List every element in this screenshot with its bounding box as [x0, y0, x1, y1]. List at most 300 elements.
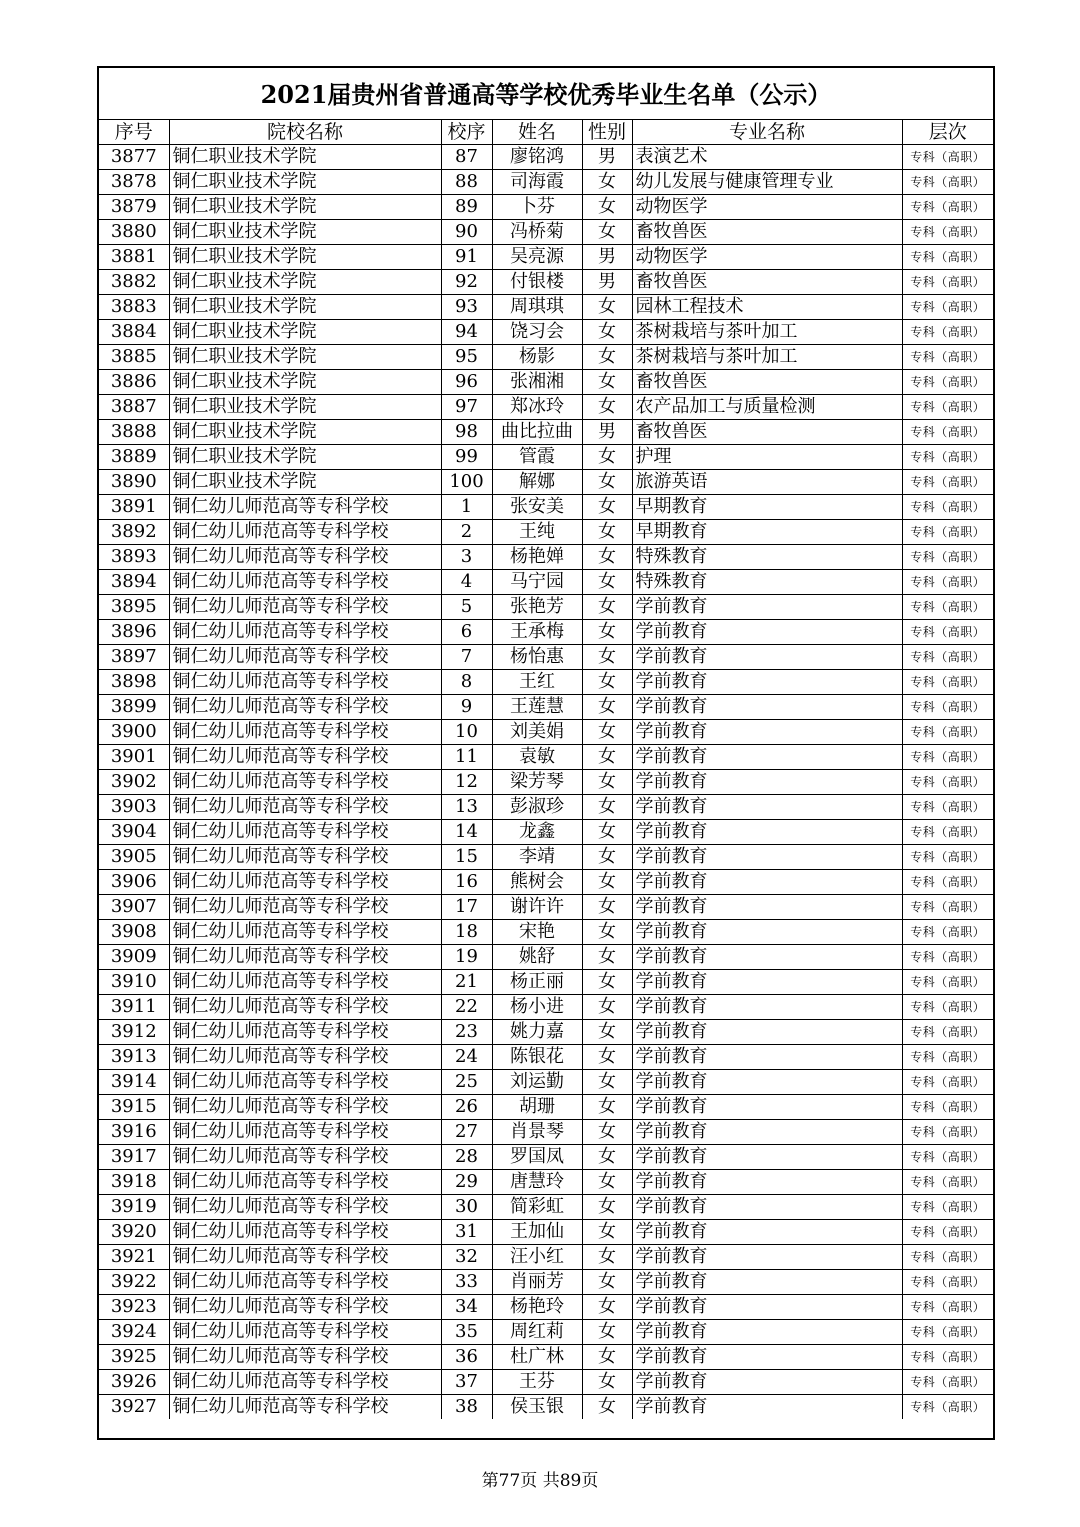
table-row [99, 545, 993, 570]
table-row [99, 845, 993, 870]
cell-level: 专科（高职） [902, 1320, 993, 1345]
cell-gender: 女 [582, 745, 632, 770]
cell-name: 胡珊 [492, 1095, 582, 1120]
header-gender: 性别 [582, 120, 632, 145]
cell-name: 杨影 [492, 345, 582, 370]
cell-school: 铜仁幼儿师范高等专科学校 [169, 770, 441, 795]
cell-school-order: 37 [441, 1370, 492, 1395]
cell-school-order: 17 [441, 895, 492, 920]
cell-level: 专科（高职） [902, 595, 993, 620]
cell-school: 铜仁幼儿师范高等专科学校 [169, 1170, 441, 1195]
cell-gender: 女 [582, 920, 632, 945]
cell-school: 铜仁职业技术学院 [169, 345, 441, 370]
table-row [99, 620, 993, 645]
cell-name: 冯桥菊 [492, 220, 582, 245]
cell-school: 铜仁幼儿师范高等专科学校 [169, 895, 441, 920]
cell-gender: 女 [582, 845, 632, 870]
cell-name: 马宁园 [492, 570, 582, 595]
cell-serial: 3925 [99, 1345, 169, 1370]
table-row [99, 1220, 993, 1245]
page-title: 2021届贵州省普通高等学校优秀毕业生名单（公示） [99, 68, 993, 120]
cell-major: 学前教育 [632, 670, 902, 695]
cell-school: 铜仁幼儿师范高等专科学校 [169, 1320, 441, 1345]
cell-name: 张安美 [492, 495, 582, 520]
table-row [99, 1120, 993, 1145]
cell-major: 学前教育 [632, 1020, 902, 1045]
cell-major: 学前教育 [632, 1345, 902, 1370]
cell-major: 学前教育 [632, 845, 902, 870]
cell-level: 专科（高职） [902, 195, 993, 220]
cell-gender: 女 [582, 1245, 632, 1270]
cell-name: 王纯 [492, 520, 582, 545]
cell-serial: 3894 [99, 570, 169, 595]
cell-serial: 3913 [99, 1045, 169, 1070]
cell-serial: 3901 [99, 745, 169, 770]
cell-school: 铜仁幼儿师范高等专科学校 [169, 1270, 441, 1295]
cell-gender: 女 [582, 295, 632, 320]
cell-serial: 3884 [99, 320, 169, 345]
cell-gender: 女 [582, 770, 632, 795]
table-row [99, 695, 993, 720]
cell-school-order: 25 [441, 1070, 492, 1095]
cell-gender: 女 [582, 520, 632, 545]
cell-major: 学前教育 [632, 720, 902, 745]
table-row [99, 570, 993, 595]
cell-school-order: 99 [441, 445, 492, 470]
cell-name: 侯玉银 [492, 1395, 582, 1420]
cell-serial: 3923 [99, 1295, 169, 1320]
cell-major: 学前教育 [632, 870, 902, 895]
cell-gender: 女 [582, 820, 632, 845]
cell-major: 学前教育 [632, 695, 902, 720]
cell-school: 铜仁幼儿师范高等专科学校 [169, 820, 441, 845]
cell-gender: 女 [582, 345, 632, 370]
cell-name: 袁敏 [492, 745, 582, 770]
cell-name: 肖景琴 [492, 1120, 582, 1145]
cell-gender: 女 [582, 895, 632, 920]
table-row [99, 470, 993, 495]
cell-major: 学前教育 [632, 1045, 902, 1070]
cell-level: 专科（高职） [902, 495, 993, 520]
cell-gender: 女 [582, 195, 632, 220]
cell-major: 特殊教育 [632, 545, 902, 570]
cell-school: 铜仁幼儿师范高等专科学校 [169, 1295, 441, 1320]
cell-major: 表演艺术 [632, 145, 902, 170]
cell-school-order: 26 [441, 1095, 492, 1120]
table-row [99, 770, 993, 795]
cell-school: 铜仁幼儿师范高等专科学校 [169, 570, 441, 595]
cell-major: 学前教育 [632, 995, 902, 1020]
cell-gender: 女 [582, 1095, 632, 1120]
cell-gender: 女 [582, 1170, 632, 1195]
cell-name: 简彩虹 [492, 1195, 582, 1220]
cell-gender: 女 [582, 1145, 632, 1170]
cell-school-order: 93 [441, 295, 492, 320]
table-row [99, 320, 993, 345]
cell-serial: 3926 [99, 1370, 169, 1395]
cell-serial: 3914 [99, 1070, 169, 1095]
cell-major: 学前教育 [632, 1120, 902, 1145]
cell-gender: 女 [582, 1220, 632, 1245]
cell-serial: 3891 [99, 495, 169, 520]
cell-level: 专科（高职） [902, 970, 993, 995]
cell-school-order: 16 [441, 870, 492, 895]
cell-level: 专科（高职） [902, 745, 993, 770]
cell-school-order: 6 [441, 620, 492, 645]
cell-gender: 女 [582, 495, 632, 520]
cell-major: 早期教育 [632, 495, 902, 520]
table-row [99, 270, 993, 295]
cell-school: 铜仁幼儿师范高等专科学校 [169, 1345, 441, 1370]
cell-name: 龙鑫 [492, 820, 582, 845]
cell-school-order: 2 [441, 520, 492, 545]
cell-major: 畜牧兽医 [632, 420, 902, 445]
cell-serial: 3904 [99, 820, 169, 845]
cell-name: 周红莉 [492, 1320, 582, 1345]
cell-school: 铜仁幼儿师范高等专科学校 [169, 1120, 441, 1145]
cell-serial: 3918 [99, 1170, 169, 1195]
table-row [99, 345, 993, 370]
cell-name: 罗国凤 [492, 1145, 582, 1170]
cell-school-order: 30 [441, 1195, 492, 1220]
cell-major: 农产品加工与质量检测 [632, 395, 902, 420]
cell-level: 专科（高职） [902, 945, 993, 970]
table-row [99, 945, 993, 970]
cell-level: 专科（高职） [902, 920, 993, 945]
cell-major: 茶树栽培与茶叶加工 [632, 320, 902, 345]
cell-school: 铜仁幼儿师范高等专科学校 [169, 845, 441, 870]
cell-major: 早期教育 [632, 520, 902, 545]
cell-major: 学前教育 [632, 620, 902, 645]
cell-gender: 女 [582, 570, 632, 595]
graduate-table [99, 120, 993, 1419]
cell-level: 专科（高职） [902, 1395, 993, 1420]
cell-school: 铜仁幼儿师范高等专科学校 [169, 995, 441, 1020]
cell-gender: 女 [582, 445, 632, 470]
page-number: 第77页 共89页 [481, 1471, 599, 1491]
cell-school: 铜仁幼儿师范高等专科学校 [169, 1370, 441, 1395]
header-name: 姓名 [492, 120, 582, 145]
table-row [99, 1320, 993, 1345]
cell-gender: 女 [582, 470, 632, 495]
cell-school-order: 13 [441, 795, 492, 820]
cell-name: 杨正丽 [492, 970, 582, 995]
cell-school: 铜仁幼儿师范高等专科学校 [169, 670, 441, 695]
table-row [99, 295, 993, 320]
cell-name: 刘美娟 [492, 720, 582, 745]
table-row [99, 920, 993, 945]
cell-name: 付银楼 [492, 270, 582, 295]
document-sheet [97, 66, 995, 1440]
cell-name: 陈银花 [492, 1045, 582, 1070]
cell-major: 学前教育 [632, 895, 902, 920]
cell-level: 专科（高职） [902, 995, 993, 1020]
cell-level: 专科（高职） [902, 320, 993, 345]
cell-level: 专科（高职） [902, 1020, 993, 1045]
table-row [99, 145, 993, 170]
table-row [99, 745, 993, 770]
table-row [99, 1170, 993, 1195]
cell-gender: 女 [582, 1270, 632, 1295]
cell-school-order: 32 [441, 1245, 492, 1270]
cell-serial: 3893 [99, 545, 169, 570]
cell-serial: 3916 [99, 1120, 169, 1145]
cell-name: 杨小进 [492, 995, 582, 1020]
cell-gender: 女 [582, 1120, 632, 1145]
cell-serial: 3902 [99, 770, 169, 795]
cell-school: 铜仁幼儿师范高等专科学校 [169, 545, 441, 570]
cell-level: 专科（高职） [902, 645, 993, 670]
cell-gender: 女 [582, 1295, 632, 1320]
cell-serial: 3905 [99, 845, 169, 870]
cell-school: 铜仁职业技术学院 [169, 245, 441, 270]
cell-school: 铜仁幼儿师范高等专科学校 [169, 1220, 441, 1245]
cell-major: 动物医学 [632, 195, 902, 220]
table-row [99, 720, 993, 745]
cell-gender: 女 [582, 620, 632, 645]
cell-level: 专科（高职） [902, 445, 993, 470]
cell-major: 学前教育 [632, 770, 902, 795]
cell-name: 王芬 [492, 1370, 582, 1395]
cell-school: 铜仁幼儿师范高等专科学校 [169, 720, 441, 745]
cell-name: 吴亮源 [492, 245, 582, 270]
cell-serial: 3906 [99, 870, 169, 895]
cell-school-order: 23 [441, 1020, 492, 1045]
cell-school-order: 92 [441, 270, 492, 295]
cell-school: 铜仁幼儿师范高等专科学校 [169, 945, 441, 970]
cell-school: 铜仁幼儿师范高等专科学校 [169, 1045, 441, 1070]
cell-level: 专科（高职） [902, 770, 993, 795]
cell-name: 王莲慧 [492, 695, 582, 720]
cell-major: 护理 [632, 445, 902, 470]
cell-school: 铜仁幼儿师范高等专科学校 [169, 520, 441, 545]
cell-name: 曲比拉曲 [492, 420, 582, 445]
table-row [99, 1020, 993, 1045]
cell-school: 铜仁幼儿师范高等专科学校 [169, 920, 441, 945]
cell-gender: 女 [582, 1395, 632, 1420]
table-row [99, 870, 993, 895]
cell-level: 专科（高职） [902, 720, 993, 745]
cell-gender: 男 [582, 245, 632, 270]
cell-school-order: 22 [441, 995, 492, 1020]
cell-serial: 3887 [99, 395, 169, 420]
cell-school: 铜仁职业技术学院 [169, 395, 441, 420]
cell-serial: 3890 [99, 470, 169, 495]
cell-name: 杨艳玲 [492, 1295, 582, 1320]
cell-serial: 3895 [99, 595, 169, 620]
cell-school: 铜仁幼儿师范高等专科学校 [169, 795, 441, 820]
cell-gender: 女 [582, 995, 632, 1020]
cell-school-order: 18 [441, 920, 492, 945]
cell-major: 学前教育 [632, 645, 902, 670]
table-row [99, 520, 993, 545]
table-row [99, 370, 993, 395]
table-body [99, 145, 993, 1420]
cell-serial: 3896 [99, 620, 169, 645]
cell-serial: 3903 [99, 795, 169, 820]
table-row [99, 1070, 993, 1095]
cell-school: 铜仁职业技术学院 [169, 420, 441, 445]
cell-level: 专科（高职） [902, 845, 993, 870]
cell-school-order: 19 [441, 945, 492, 970]
cell-serial: 3921 [99, 1245, 169, 1270]
cell-serial: 3877 [99, 145, 169, 170]
cell-school-order: 31 [441, 1220, 492, 1245]
cell-gender: 女 [582, 220, 632, 245]
cell-level: 专科（高职） [902, 170, 993, 195]
cell-school: 铜仁幼儿师范高等专科学校 [169, 495, 441, 520]
cell-major: 畜牧兽医 [632, 220, 902, 245]
cell-major: 学前教育 [632, 1370, 902, 1395]
table-row [99, 495, 993, 520]
cell-gender: 男 [582, 145, 632, 170]
cell-gender: 女 [582, 945, 632, 970]
table-row [99, 645, 993, 670]
cell-major: 幼儿发展与健康管理专业 [632, 170, 902, 195]
cell-school-order: 3 [441, 545, 492, 570]
cell-name: 张艳芳 [492, 595, 582, 620]
cell-serial: 3892 [99, 520, 169, 545]
cell-serial: 3882 [99, 270, 169, 295]
cell-serial: 3878 [99, 170, 169, 195]
cell-level: 专科（高职） [902, 470, 993, 495]
cell-school-order: 5 [441, 595, 492, 620]
table-row [99, 170, 993, 195]
cell-school-order: 8 [441, 670, 492, 695]
cell-school: 铜仁职业技术学院 [169, 270, 441, 295]
table-row [99, 1345, 993, 1370]
cell-school-order: 89 [441, 195, 492, 220]
cell-major: 学前教育 [632, 1295, 902, 1320]
cell-level: 专科（高职） [902, 870, 993, 895]
cell-school: 铜仁职业技术学院 [169, 220, 441, 245]
table-row [99, 670, 993, 695]
cell-school: 铜仁幼儿师范高等专科学校 [169, 745, 441, 770]
cell-serial: 3919 [99, 1195, 169, 1220]
cell-name: 张湘湘 [492, 370, 582, 395]
cell-serial: 3922 [99, 1270, 169, 1295]
cell-serial: 3911 [99, 995, 169, 1020]
cell-level: 专科（高职） [902, 545, 993, 570]
cell-level: 专科（高职） [902, 670, 993, 695]
cell-name: 李靖 [492, 845, 582, 870]
cell-level: 专科（高职） [902, 1295, 993, 1320]
cell-serial: 3880 [99, 220, 169, 245]
table-header-row [99, 120, 993, 145]
cell-name: 熊树会 [492, 870, 582, 895]
cell-school: 铜仁幼儿师范高等专科学校 [169, 870, 441, 895]
cell-school: 铜仁职业技术学院 [169, 170, 441, 195]
cell-school: 铜仁幼儿师范高等专科学校 [169, 1095, 441, 1120]
table-row [99, 1195, 993, 1220]
cell-level: 专科（高职） [902, 145, 993, 170]
cell-level: 专科（高职） [902, 620, 993, 645]
cell-school-order: 95 [441, 345, 492, 370]
cell-gender: 女 [582, 1370, 632, 1395]
table-row [99, 1370, 993, 1395]
cell-major: 学前教育 [632, 1195, 902, 1220]
cell-school: 铜仁幼儿师范高等专科学校 [169, 1145, 441, 1170]
cell-level: 专科（高职） [902, 1220, 993, 1245]
cell-school-order: 12 [441, 770, 492, 795]
cell-serial: 3924 [99, 1320, 169, 1345]
cell-serial: 3889 [99, 445, 169, 470]
cell-gender: 女 [582, 595, 632, 620]
cell-school-order: 33 [441, 1270, 492, 1295]
cell-name: 廖铭鸿 [492, 145, 582, 170]
cell-major: 畜牧兽医 [632, 370, 902, 395]
cell-major: 学前教育 [632, 1245, 902, 1270]
cell-school-order: 38 [441, 1395, 492, 1420]
cell-serial: 3881 [99, 245, 169, 270]
cell-name: 梁芳琴 [492, 770, 582, 795]
cell-gender: 女 [582, 320, 632, 345]
cell-gender: 女 [582, 720, 632, 745]
cell-level: 专科（高职） [902, 895, 993, 920]
header-serial: 序号 [99, 120, 169, 145]
cell-school: 铜仁职业技术学院 [169, 370, 441, 395]
cell-level: 专科（高职） [902, 245, 993, 270]
cell-school: 铜仁幼儿师范高等专科学校 [169, 645, 441, 670]
cell-major: 学前教育 [632, 795, 902, 820]
cell-school: 铜仁幼儿师范高等专科学校 [169, 595, 441, 620]
cell-school: 铜仁幼儿师范高等专科学校 [169, 1245, 441, 1270]
cell-serial: 3899 [99, 695, 169, 720]
header-school: 院校名称 [169, 120, 441, 145]
cell-gender: 男 [582, 420, 632, 445]
cell-name: 彭淑珍 [492, 795, 582, 820]
cell-major: 特殊教育 [632, 570, 902, 595]
cell-serial: 3897 [99, 645, 169, 670]
cell-gender: 女 [582, 370, 632, 395]
table-row [99, 220, 993, 245]
table-row [99, 970, 993, 995]
cell-serial: 3879 [99, 195, 169, 220]
cell-gender: 女 [582, 395, 632, 420]
table-row [99, 395, 993, 420]
cell-school-order: 34 [441, 1295, 492, 1320]
cell-major: 动物医学 [632, 245, 902, 270]
cell-major: 学前教育 [632, 1220, 902, 1245]
cell-serial: 3915 [99, 1095, 169, 1120]
cell-gender: 女 [582, 695, 632, 720]
cell-gender: 女 [582, 1045, 632, 1070]
cell-major: 学前教育 [632, 1320, 902, 1345]
cell-school: 铜仁幼儿师范高等专科学校 [169, 1020, 441, 1045]
cell-name: 周琪琪 [492, 295, 582, 320]
cell-major: 学前教育 [632, 1070, 902, 1095]
cell-school-order: 96 [441, 370, 492, 395]
cell-level: 专科（高职） [902, 695, 993, 720]
table-row [99, 1270, 993, 1295]
cell-school: 铜仁幼儿师范高等专科学校 [169, 695, 441, 720]
cell-school: 铜仁幼儿师范高等专科学校 [169, 1070, 441, 1095]
cell-level: 专科（高职） [902, 1195, 993, 1220]
cell-serial: 3920 [99, 1220, 169, 1245]
cell-name: 管霞 [492, 445, 582, 470]
cell-serial: 3885 [99, 345, 169, 370]
cell-name: 姚力嘉 [492, 1020, 582, 1045]
table-row [99, 820, 993, 845]
cell-serial: 3883 [99, 295, 169, 320]
cell-name: 杨艳婵 [492, 545, 582, 570]
cell-gender: 女 [582, 1020, 632, 1045]
cell-name: 饶习会 [492, 320, 582, 345]
cell-level: 专科（高职） [902, 820, 993, 845]
cell-school-order: 35 [441, 1320, 492, 1345]
cell-major: 学前教育 [632, 820, 902, 845]
cell-school: 铜仁职业技术学院 [169, 445, 441, 470]
